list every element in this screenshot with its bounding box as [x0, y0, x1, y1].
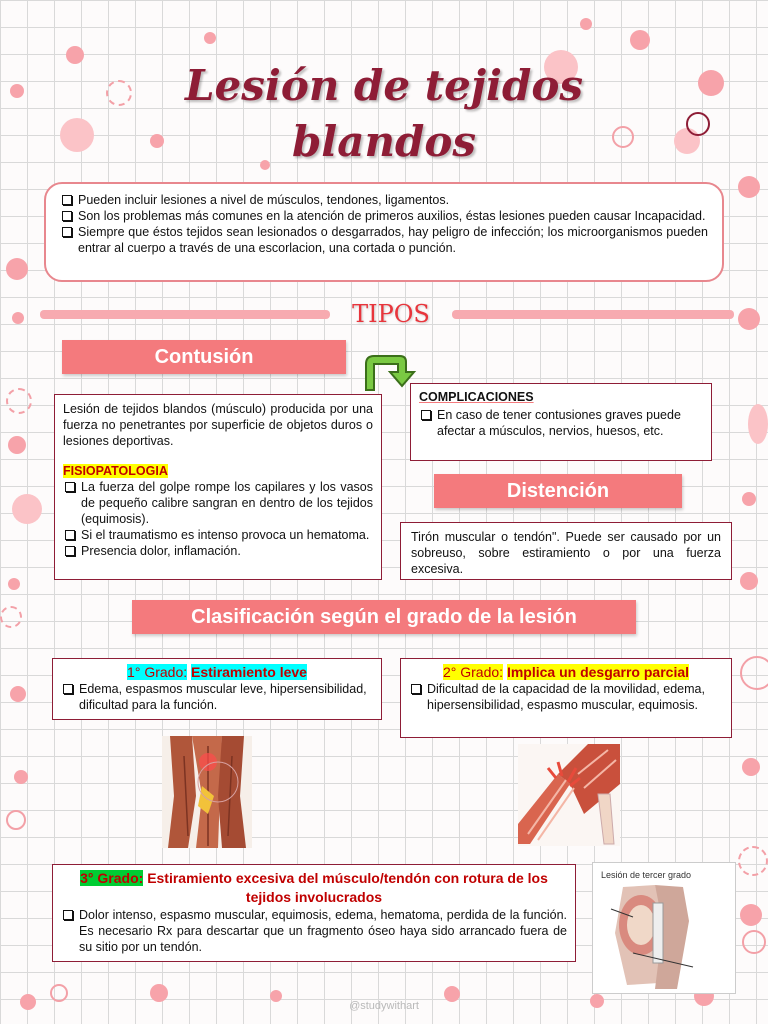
grado3-item: Dolor intenso, espasmo muscular, equimosis, edema, hematoma, perdida de la función. Es necesario Rx para descartar que un fragmento óseo haya sido arrancado fuera de su sitio por un tendón.	[61, 907, 567, 955]
page-title	[0, 58, 768, 170]
intro-item: Son los problemas más comunes en la atención de primeros auxilios, éstas lesiones pueden causar Incapacidad.	[60, 208, 708, 224]
clasificacion-heading: Clasificación según el grado de la lesión	[132, 600, 636, 634]
intro-item: Pueden incluir lesiones a nivel de músculos, tendones, ligamentos.	[60, 192, 708, 208]
distension-description: Tirón muscular o tendón". Puede ser causado por un sobreuso, sobre estiramiento o por una fuerza excesiva.	[411, 530, 721, 576]
contusion-description: Lesión de tejidos blandos (músculo) producida por una fuerza no penetrantes por superficie de objetos duros o lesiones deportivas.	[63, 402, 373, 448]
intro-list	[60, 192, 708, 256]
grado2-box	[400, 658, 732, 738]
complicaciones-heading: COMPLICACIONES	[419, 390, 534, 404]
grado2-item: Dificultad de la capacidad de la movilidad, edema, hipersensibilidad, espasmo muscular, equimosis.	[409, 681, 723, 713]
complicaciones-item: En caso de tener contusiones graves puede afectar a músculos, nervios, huesos, etc.	[419, 407, 689, 439]
torn-muscle-image	[518, 744, 620, 846]
torn-muscle-illustration	[518, 744, 620, 846]
title-line-1: Lesión de tejidos	[184, 61, 584, 110]
grado3-prefix: 3° Grado:	[80, 870, 144, 886]
grado3-box	[52, 864, 576, 962]
distension-box	[400, 522, 732, 580]
grado2-prefix: 2° Grado:	[442, 664, 504, 680]
grado2-heading	[409, 663, 723, 681]
knee-muscle-illustration	[162, 736, 252, 848]
grado1-heading	[61, 663, 373, 681]
grado2-title: Implica un desgarro parcial	[506, 664, 690, 680]
grado3-title: Estiramiento excesiva del músculo/tendón con rotura de los tejidos involucrados	[147, 870, 548, 905]
third-grade-illustration	[593, 863, 735, 993]
complicaciones-box	[410, 383, 712, 461]
grado3-list	[61, 907, 567, 955]
intro-box	[44, 182, 724, 282]
intro-item: Siempre que éstos tejidos sean lesionados o desgarrados, hay peligro de infección; los microorganismos pueden entrar al cuerpo a través de una escorlacion, una cortada o punción.	[60, 224, 708, 256]
section-tipos-heading: TIPOS	[352, 300, 430, 328]
knee-muscle-image	[162, 736, 252, 848]
distension-heading: Distención	[434, 474, 682, 508]
grado1-list	[61, 681, 373, 713]
watermark: @studywithart	[349, 1000, 419, 1012]
fisiopatologia-item: Si el traumatismo es intenso provoca un hematoma.	[63, 527, 373, 543]
grado1-item: Edema, espasmos muscular leve, hipersensibilidad, dificultad para la función.	[61, 681, 373, 713]
contusion-heading: Contusión	[62, 340, 346, 374]
divider-left	[40, 310, 330, 319]
figure-caption: Lesión de tercer grado	[601, 870, 692, 880]
grado3-heading	[61, 869, 567, 907]
grado1-title: Estiramiento leve	[191, 664, 307, 680]
grado2-list	[409, 681, 723, 713]
third-grade-figure	[592, 862, 736, 994]
complicaciones-list	[419, 407, 689, 439]
fisiopatologia-item: Presencia dolor, inflamación.	[63, 543, 373, 559]
grado1-prefix: 1° Grado:	[127, 664, 188, 680]
title-line-2: blandos	[291, 117, 477, 166]
fisiopatologia-item: La fuerza del golpe rompe los capilares y los vasos de pequeño calibre sangran en dentro de los tejidos (equimosis).	[63, 479, 373, 527]
divider-right	[452, 310, 734, 319]
grado1-box	[52, 658, 382, 720]
fisiopatologia-list	[63, 479, 373, 559]
fisiopatologia-heading: FISIOPATOLOGIA	[63, 464, 168, 478]
contusion-box	[54, 394, 382, 580]
